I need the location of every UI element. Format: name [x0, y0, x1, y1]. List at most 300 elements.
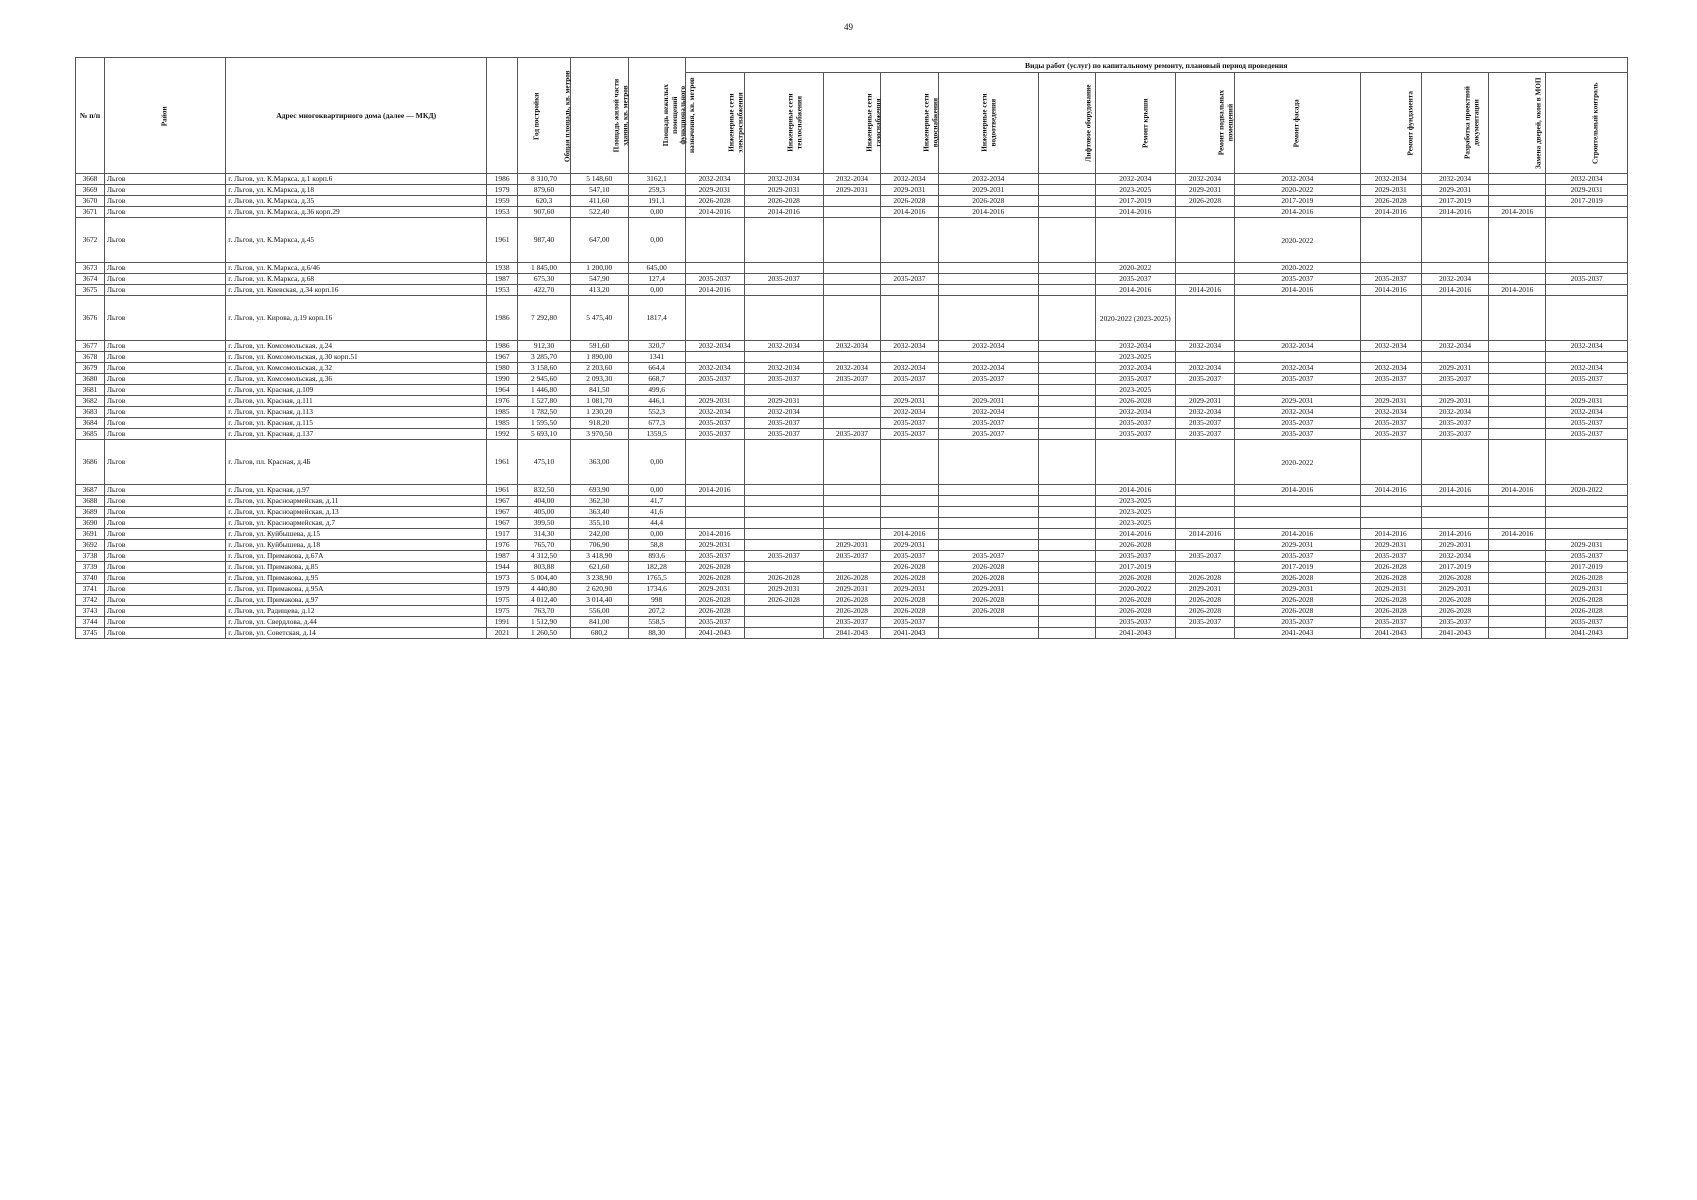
work-period-cell: 2032-2034 — [824, 341, 881, 352]
work-period-cell: 2014-2016 — [1421, 529, 1489, 540]
work-period-cell: 2023-2025 — [1095, 385, 1175, 396]
living-area-cell: 841,50 — [570, 385, 628, 396]
nonliving-area-cell: 41,6 — [628, 507, 685, 518]
work-period-cell — [938, 496, 1038, 507]
nonliving-area-cell: 0,00 — [628, 207, 685, 218]
work-period-cell — [1235, 385, 1361, 396]
district-cell: Льгов — [104, 396, 225, 407]
table-row — [76, 496, 1628, 507]
work-period-cell — [1176, 296, 1235, 341]
work-period-cell: 2035-2037 — [1546, 551, 1628, 562]
year-cell: 1992 — [487, 429, 518, 440]
work-period-cell — [1038, 274, 1095, 285]
work-period-cell — [824, 296, 881, 341]
work-period-cell: 2035-2037 — [1176, 429, 1235, 440]
district-cell: Льгов — [104, 485, 225, 496]
work-period-cell: 2035-2037 — [1421, 418, 1489, 429]
work-period-cell — [1095, 218, 1175, 263]
work-period-cell — [685, 440, 744, 485]
work-period-cell — [1421, 352, 1489, 363]
table-row — [76, 429, 1628, 440]
work-period-cell: 2032-2034 — [1235, 363, 1361, 374]
year-cell: 1985 — [487, 407, 518, 418]
year-cell: 1967 — [487, 352, 518, 363]
work-period-cell: 2029-2031 — [1546, 584, 1628, 595]
year-cell: 2021 — [487, 628, 518, 639]
living-area-cell: 591,60 — [570, 341, 628, 352]
work-period-cell — [1038, 418, 1095, 429]
work-period-cell: 2014-2016 — [1489, 285, 1546, 296]
district-cell: Льгов — [104, 418, 225, 429]
work-period-cell: 2035-2037 — [1176, 551, 1235, 562]
work-period-cell: 2026-2028 — [1176, 196, 1235, 207]
work-period-cell — [1038, 496, 1095, 507]
work-period-cell: 2014-2016 — [1489, 207, 1546, 218]
work-period-cell: 2029-2031 — [824, 584, 881, 595]
district-cell: Льгов — [104, 529, 225, 540]
work-period-cell: 2032-2034 — [1360, 174, 1421, 185]
work-period-cell: 2026-2028 — [1235, 573, 1361, 584]
nonliving-area-cell: 677,3 — [628, 418, 685, 429]
total-area-cell: 1 527,80 — [518, 396, 571, 407]
district-cell: Льгов — [104, 363, 225, 374]
work-period-cell — [1176, 628, 1235, 639]
work-period-cell: 2035-2037 — [880, 418, 938, 429]
work-period-cell: 2035-2037 — [685, 617, 744, 628]
row-number-cell: 3740 — [76, 573, 105, 584]
work-period-cell: 2029-2031 — [744, 584, 823, 595]
work-period-cell: 2032-2034 — [1546, 407, 1628, 418]
year-cell: 1987 — [487, 551, 518, 562]
header-work-water: Инженерные сети водоснабжения — [880, 73, 938, 174]
work-period-cell: 2014-2016 — [1176, 529, 1235, 540]
living-area-cell: 918,20 — [570, 418, 628, 429]
work-period-cell — [744, 562, 823, 573]
work-period-cell — [1038, 296, 1095, 341]
work-period-cell — [1546, 518, 1628, 529]
work-period-cell — [744, 518, 823, 529]
work-period-cell — [824, 440, 881, 485]
table-row — [76, 218, 1628, 263]
work-period-cell: 2026-2028 — [1421, 573, 1489, 584]
work-period-cell — [824, 518, 881, 529]
work-period-cell: 2014-2016 — [1360, 285, 1421, 296]
work-period-cell — [1038, 529, 1095, 540]
work-period-cell: 2026-2028 — [1095, 606, 1175, 617]
work-period-cell: 2029-2031 — [938, 396, 1038, 407]
work-period-cell: 2032-2034 — [1421, 274, 1489, 285]
address-cell: г. Льгов, ул. Примакова, д.85 — [226, 562, 487, 573]
work-period-cell: 2032-2034 — [744, 341, 823, 352]
address-cell: г. Льгов, ул. Киевская, д.34 корп.16 — [226, 285, 487, 296]
work-period-cell: 2029-2031 — [1421, 584, 1489, 595]
table-row — [76, 296, 1628, 341]
work-period-cell: 2035-2037 — [1176, 617, 1235, 628]
work-period-cell: 2026-2028 — [1176, 595, 1235, 606]
living-area-cell: 2 093,30 — [570, 374, 628, 385]
work-period-cell — [824, 218, 881, 263]
total-area-cell: 879,60 — [518, 185, 571, 196]
row-number-cell: 3743 — [76, 606, 105, 617]
nonliving-area-cell: 1359,5 — [628, 429, 685, 440]
living-area-cell: 1 230,20 — [570, 407, 628, 418]
work-period-cell — [1546, 263, 1628, 274]
work-period-cell — [1038, 174, 1095, 185]
living-area-cell: 522,40 — [570, 207, 628, 218]
work-period-cell: 2032-2034 — [938, 363, 1038, 374]
district-cell: Льгов — [104, 551, 225, 562]
work-period-cell: 2035-2037 — [1095, 374, 1175, 385]
work-period-cell: 2032-2034 — [824, 174, 881, 185]
work-period-cell: 2032-2034 — [1421, 174, 1489, 185]
header-living-area: Площадь жилой части здания, кв. метров — [570, 58, 628, 174]
work-period-cell: 2026-2028 — [938, 562, 1038, 573]
nonliving-area-cell: 1734,6 — [628, 584, 685, 595]
row-number-cell: 3692 — [76, 540, 105, 551]
work-period-cell: 2032-2034 — [1421, 341, 1489, 352]
work-period-cell: 2035-2037 — [744, 274, 823, 285]
work-period-cell: 2035-2037 — [1095, 617, 1175, 628]
work-period-cell — [1546, 285, 1628, 296]
address-cell: г. Льгов, ул. Красноармейская, д.7 — [226, 518, 487, 529]
work-period-cell — [1489, 341, 1546, 352]
work-period-cell: 2014-2016 — [1095, 485, 1175, 496]
work-period-cell: 2029-2031 — [1176, 584, 1235, 595]
living-area-cell: 411,60 — [570, 196, 628, 207]
work-period-cell: 2029-2031 — [880, 584, 938, 595]
work-period-cell: 2026-2028 — [1095, 595, 1175, 606]
district-cell: Льгов — [104, 496, 225, 507]
work-period-cell: 2041-2043 — [1360, 628, 1421, 639]
work-period-cell: 2032-2034 — [685, 363, 744, 374]
table-row — [76, 584, 1628, 595]
work-period-cell: 2035-2037 — [880, 617, 938, 628]
address-cell: г. Льгов, ул. Советская, д.14 — [226, 628, 487, 639]
nonliving-area-cell: 0,00 — [628, 485, 685, 496]
work-period-cell: 2035-2037 — [744, 551, 823, 562]
work-period-cell — [1176, 218, 1235, 263]
work-period-cell: 2014-2016 — [1421, 207, 1489, 218]
work-period-cell — [1038, 584, 1095, 595]
work-period-cell — [1176, 385, 1235, 396]
nonliving-area-cell: 0,00 — [628, 440, 685, 485]
total-area-cell: 987,40 — [518, 218, 571, 263]
total-area-cell: 422,70 — [518, 285, 571, 296]
work-period-cell: 2026-2028 — [685, 606, 744, 617]
work-period-cell — [1038, 440, 1095, 485]
work-period-cell — [1421, 385, 1489, 396]
work-period-cell: 2032-2034 — [1546, 363, 1628, 374]
work-period-cell — [1489, 185, 1546, 196]
work-period-cell — [880, 285, 938, 296]
work-period-cell: 2032-2034 — [1176, 174, 1235, 185]
header-nonliving-area: Площадь нежилых помещений функционального назначения, кв. метров — [628, 58, 685, 174]
work-period-cell: 2029-2031 — [685, 584, 744, 595]
work-period-cell — [1038, 429, 1095, 440]
table-row — [76, 185, 1628, 196]
total-area-cell: 4 312,50 — [518, 551, 571, 562]
address-cell: г. Льгов, ул. К.Маркса, д.68 — [226, 274, 487, 285]
work-period-cell — [1489, 606, 1546, 617]
work-period-cell — [1546, 529, 1628, 540]
work-period-cell — [744, 617, 823, 628]
work-period-cell — [1176, 540, 1235, 551]
work-period-cell: 2035-2037 — [685, 374, 744, 385]
work-period-cell: 2026-2028 — [1176, 573, 1235, 584]
address-cell: г. Льгов, ул. Кирова, д.19 корп.16 — [226, 296, 487, 341]
work-period-cell: 2032-2034 — [1235, 407, 1361, 418]
work-period-cell: 2029-2031 — [1360, 540, 1421, 551]
work-period-cell: 2032-2034 — [1360, 363, 1421, 374]
row-number-cell: 3668 — [76, 174, 105, 185]
work-period-cell — [1489, 407, 1546, 418]
work-period-cell — [1546, 496, 1628, 507]
work-period-cell — [1421, 218, 1489, 263]
address-cell: г. Льгов, ул. К.Маркса, д.45 — [226, 218, 487, 263]
work-period-cell: 2020-2022 — [1095, 584, 1175, 595]
work-period-cell — [880, 218, 938, 263]
work-period-cell: 2026-2028 — [1235, 606, 1361, 617]
header-work-facade: Ремонт фасада — [1235, 73, 1361, 174]
table-row — [76, 595, 1628, 606]
work-period-cell — [1176, 485, 1235, 496]
work-period-cell: 2026-2028 — [1421, 606, 1489, 617]
nonliving-area-cell: 191,1 — [628, 196, 685, 207]
work-period-cell: 2032-2034 — [938, 174, 1038, 185]
work-period-cell: 2014-2016 — [1360, 485, 1421, 496]
living-area-cell: 621,60 — [570, 562, 628, 573]
table-row — [76, 628, 1628, 639]
work-period-cell — [1489, 263, 1546, 274]
total-area-cell: 404,00 — [518, 496, 571, 507]
work-period-cell: 2029-2031 — [1546, 396, 1628, 407]
district-cell: Льгов — [104, 507, 225, 518]
table-row — [76, 407, 1628, 418]
district-cell: Льгов — [104, 196, 225, 207]
table-row — [76, 507, 1628, 518]
work-period-cell: 2032-2034 — [744, 174, 823, 185]
work-period-cell — [1038, 263, 1095, 274]
district-cell: Льгов — [104, 595, 225, 606]
table-row — [76, 341, 1628, 352]
work-period-cell — [880, 263, 938, 274]
total-area-cell: 2 945,60 — [518, 374, 571, 385]
nonliving-area-cell: 182,28 — [628, 562, 685, 573]
table-row — [76, 385, 1628, 396]
work-period-cell — [1489, 584, 1546, 595]
address-cell: г. Льгов, ул. Красная, д.111 — [226, 396, 487, 407]
work-period-cell: 2014-2016 — [1360, 529, 1421, 540]
work-period-cell: 2032-2034 — [1421, 407, 1489, 418]
work-period-cell: 2026-2028 — [938, 606, 1038, 617]
work-period-cell — [1489, 196, 1546, 207]
work-period-cell: 2029-2031 — [685, 396, 744, 407]
address-cell: г. Льгов, ул. Примакова, д.95А — [226, 584, 487, 595]
total-area-cell: 832,50 — [518, 485, 571, 496]
work-period-cell: 2029-2031 — [880, 396, 938, 407]
work-period-cell — [1421, 263, 1489, 274]
work-period-cell: 2020-2022 (2023-2025) — [1095, 296, 1175, 341]
year-cell: 1967 — [487, 518, 518, 529]
work-period-cell: 2017-2019 — [1095, 562, 1175, 573]
work-period-cell: 2014-2016 — [1235, 485, 1361, 496]
work-period-cell: 2035-2037 — [1235, 429, 1361, 440]
work-period-cell: 2035-2037 — [1095, 274, 1175, 285]
work-period-cell — [744, 285, 823, 296]
header-work-control: Строительный контроль — [1546, 73, 1628, 174]
work-period-cell — [1546, 296, 1628, 341]
work-period-cell: 2026-2028 — [1360, 196, 1421, 207]
work-period-cell — [744, 352, 823, 363]
work-period-cell — [938, 296, 1038, 341]
address-cell: г. Льгов, ул. Куйбышева, д.15 — [226, 529, 487, 540]
work-period-cell — [824, 396, 881, 407]
work-period-cell — [1489, 573, 1546, 584]
work-period-cell: 2029-2031 — [685, 185, 744, 196]
work-period-cell: 2032-2034 — [1095, 341, 1175, 352]
work-period-cell — [1038, 185, 1095, 196]
nonliving-area-cell: 1765,5 — [628, 573, 685, 584]
table-row — [76, 352, 1628, 363]
work-period-cell: 2035-2037 — [1176, 374, 1235, 385]
work-period-cell — [1489, 218, 1546, 263]
work-period-cell: 2014-2016 — [1235, 529, 1361, 540]
year-cell: 1938 — [487, 263, 518, 274]
work-period-cell — [1489, 595, 1546, 606]
nonliving-area-cell: 259,3 — [628, 185, 685, 196]
nonliving-area-cell: 88,30 — [628, 628, 685, 639]
living-area-cell: 3 418,90 — [570, 551, 628, 562]
work-period-cell: 2029-2031 — [744, 185, 823, 196]
work-period-cell: 2032-2034 — [938, 341, 1038, 352]
work-period-cell: 2029-2031 — [1546, 185, 1628, 196]
year-cell: 1976 — [487, 396, 518, 407]
table-row — [76, 551, 1628, 562]
work-period-cell — [1489, 418, 1546, 429]
row-number-cell: 3678 — [76, 352, 105, 363]
work-period-cell: 2014-2016 — [744, 207, 823, 218]
work-period-cell — [744, 540, 823, 551]
header-address: Адрес многоквартирного дома (далее — МКД) — [226, 58, 487, 174]
table-row — [76, 440, 1628, 485]
work-period-cell — [824, 418, 881, 429]
district-cell: Льгов — [104, 285, 225, 296]
work-period-cell — [880, 496, 938, 507]
work-period-cell — [1546, 507, 1628, 518]
work-period-cell: 2035-2037 — [1095, 429, 1175, 440]
living-area-cell: 5 475,40 — [570, 296, 628, 341]
work-period-cell: 2023-2025 — [1095, 352, 1175, 363]
work-period-cell — [1489, 274, 1546, 285]
work-period-cell — [1421, 296, 1489, 341]
work-period-cell: 2026-2028 — [1421, 595, 1489, 606]
work-period-cell: 2029-2031 — [1360, 185, 1421, 196]
work-period-cell: 2026-2028 — [1360, 573, 1421, 584]
work-period-cell: 2035-2037 — [1095, 418, 1175, 429]
table-row — [76, 207, 1628, 218]
work-period-cell: 2035-2037 — [1421, 374, 1489, 385]
work-period-cell: 2035-2037 — [1546, 429, 1628, 440]
work-period-cell — [1489, 617, 1546, 628]
work-period-cell — [1235, 352, 1361, 363]
work-period-cell: 2026-2028 — [880, 573, 938, 584]
work-period-cell: 2026-2028 — [744, 196, 823, 207]
work-period-cell — [824, 407, 881, 418]
work-period-cell — [938, 218, 1038, 263]
work-period-cell — [1038, 385, 1095, 396]
work-period-cell: 2023-2025 — [1095, 507, 1175, 518]
address-cell: г. Льгов, ул. Комсомольская, д.32 — [226, 363, 487, 374]
work-period-cell — [1038, 407, 1095, 418]
work-period-cell: 2026-2028 — [880, 196, 938, 207]
living-area-cell: 362,30 — [570, 496, 628, 507]
year-cell: 1986 — [487, 296, 518, 341]
work-period-cell — [685, 352, 744, 363]
address-cell: г. Льгов, пл. Красная, д.4Б — [226, 440, 487, 485]
address-cell: г. Льгов, ул. Красная, д.115 — [226, 418, 487, 429]
work-period-cell — [824, 562, 881, 573]
work-period-cell — [1489, 396, 1546, 407]
work-period-cell — [1546, 207, 1628, 218]
work-period-cell: 2032-2034 — [1176, 341, 1235, 352]
work-period-cell: 2029-2031 — [1360, 584, 1421, 595]
work-period-cell — [685, 496, 744, 507]
work-period-cell: 2035-2037 — [1360, 429, 1421, 440]
work-period-cell: 2026-2028 — [880, 606, 938, 617]
district-cell: Льгов — [104, 407, 225, 418]
work-period-cell: 2032-2034 — [1360, 341, 1421, 352]
nonliving-area-cell: 558,5 — [628, 617, 685, 628]
work-period-cell — [1176, 274, 1235, 285]
work-period-cell: 2026-2028 — [938, 595, 1038, 606]
nonliving-area-cell: 1341 — [628, 352, 685, 363]
work-period-cell: 2014-2016 — [1176, 285, 1235, 296]
work-period-cell — [1038, 341, 1095, 352]
work-period-cell: 2026-2028 — [1360, 595, 1421, 606]
work-period-cell: 2026-2028 — [1095, 396, 1175, 407]
work-period-cell: 2029-2031 — [1235, 396, 1361, 407]
header-total-area: Общая площадь, кв. метров — [518, 58, 571, 174]
year-cell: 1961 — [487, 485, 518, 496]
work-period-cell — [1038, 518, 1095, 529]
row-number-cell: 3677 — [76, 341, 105, 352]
work-period-cell: 2032-2034 — [685, 174, 744, 185]
living-area-cell: 547,10 — [570, 185, 628, 196]
work-period-cell: 2035-2037 — [824, 617, 881, 628]
work-period-cell — [1489, 296, 1546, 341]
nonliving-area-cell: 207,2 — [628, 606, 685, 617]
work-period-cell: 2041-2043 — [1235, 628, 1361, 639]
total-area-cell: 620,3 — [518, 196, 571, 207]
district-cell: Льгов — [104, 352, 225, 363]
work-period-cell — [744, 296, 823, 341]
work-period-cell — [938, 507, 1038, 518]
district-cell: Льгов — [104, 628, 225, 639]
work-period-cell: 2014-2016 — [685, 529, 744, 540]
work-period-cell: 2026-2028 — [1095, 540, 1175, 551]
row-number-cell: 3684 — [76, 418, 105, 429]
table-row — [76, 396, 1628, 407]
address-cell: г. Льгов, ул. Радищева, д.12 — [226, 606, 487, 617]
work-period-cell — [824, 507, 881, 518]
work-period-cell — [938, 485, 1038, 496]
page-number: 49 — [844, 22, 853, 32]
work-period-cell — [938, 285, 1038, 296]
work-period-cell — [1038, 507, 1095, 518]
work-period-cell: 2017-2019 — [1546, 196, 1628, 207]
nonliving-area-cell: 3162,1 — [628, 174, 685, 185]
work-period-cell: 2041-2043 — [685, 628, 744, 639]
